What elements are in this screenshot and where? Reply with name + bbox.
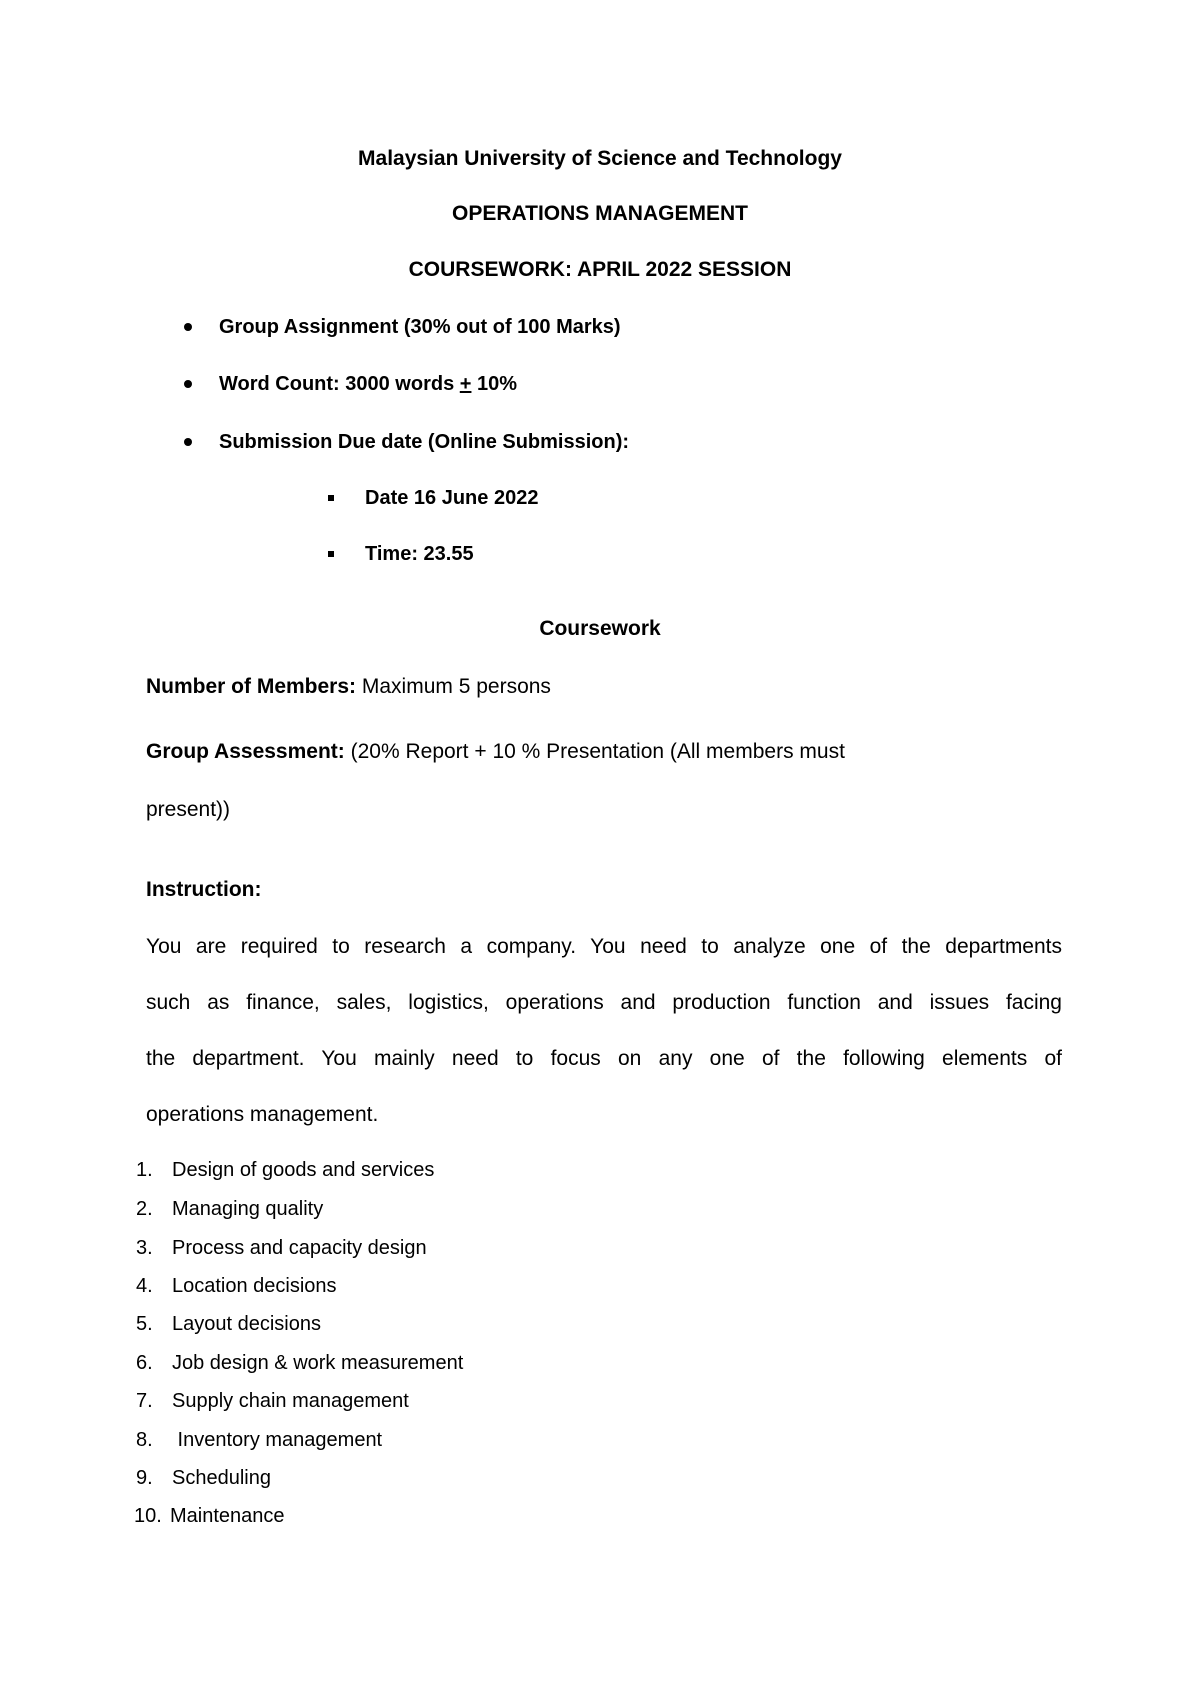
- list-text: Managing quality: [172, 1198, 324, 1220]
- list-number: 3.: [136, 1237, 153, 1259]
- list-number: 6.: [136, 1352, 153, 1374]
- list-item: [136, 1157, 434, 1183]
- list-item: [136, 1388, 409, 1414]
- list-number: 5.: [136, 1313, 153, 1335]
- assessment-value: (20% Report + 10 % Presentation (All members must: [344, 740, 845, 763]
- list-text: Layout decisions: [172, 1313, 321, 1335]
- square-bullet-icon: [328, 495, 334, 501]
- course-title: OPERATIONS MANAGEMENT: [452, 202, 748, 225]
- due-date-text: Submission Due date (Online Submission):: [219, 431, 630, 453]
- list-text: Maintenance: [170, 1505, 285, 1527]
- list-text: Location decisions: [172, 1275, 337, 1297]
- list-item: [136, 1427, 382, 1453]
- assessment-line: [146, 738, 1066, 766]
- sub-bullet-date: [328, 484, 538, 512]
- list-number: 9.: [136, 1467, 153, 1489]
- list-text: Design of goods and services: [172, 1159, 435, 1181]
- word-count-suffix: 10%: [471, 373, 518, 395]
- university-name: Malaysian University of Science and Technology: [358, 147, 842, 170]
- list-item: [136, 1311, 321, 1337]
- instruction-line-3: the department. You mainly need to focus on any one of the following elements of: [146, 1047, 1062, 1070]
- list-item: [136, 1273, 337, 1299]
- bullet-word-count: [184, 370, 517, 398]
- list-number: 10.: [134, 1505, 162, 1527]
- coursework-heading: Coursework: [539, 617, 661, 640]
- word-count-prefix: Word Count: 3000 words: [219, 373, 460, 395]
- list-text: Scheduling: [172, 1467, 271, 1489]
- instruction-line-4: operations management.: [146, 1103, 379, 1126]
- bullet-dot-icon: [184, 323, 192, 331]
- list-item: [136, 1235, 427, 1261]
- instruction-heading: Instruction:: [146, 878, 262, 901]
- list-item: [136, 1196, 323, 1222]
- session-title: COURSEWORK: APRIL 2022 SESSION: [408, 258, 792, 281]
- plus-minus-sign: +: [459, 373, 472, 395]
- bullet-due-date: [184, 428, 629, 456]
- list-text: Job design & work measurement: [172, 1352, 464, 1374]
- instruction-line-1: You are required to research a company. You need to analyze one of the departments: [146, 935, 1062, 958]
- group-assignment-text: Group Assignment (30% out of 100 Marks): [219, 316, 621, 338]
- date-text: Date 16 June 2022: [365, 487, 539, 509]
- list-number: 2.: [136, 1198, 153, 1220]
- list-text: Supply chain management: [172, 1390, 409, 1412]
- instruction-line-2: such as finance, sales, logistics, operations and production function and issues facing: [146, 991, 1062, 1014]
- bullet-group-assignment: [184, 313, 621, 341]
- bullet-dot-icon: [184, 438, 192, 446]
- list-item: [136, 1350, 463, 1376]
- list-number: 4.: [136, 1275, 153, 1297]
- members-value: Maximum 5 persons: [356, 675, 551, 698]
- list-number: 7.: [136, 1390, 153, 1412]
- sub-bullet-time: [328, 540, 474, 568]
- members-label: Number of Members:: [146, 675, 357, 698]
- list-text: Inventory management: [172, 1429, 383, 1451]
- list-item: [134, 1503, 285, 1529]
- list-number: 1.: [136, 1159, 153, 1181]
- assessment-continuation: present)): [146, 798, 231, 821]
- time-text: Time: 23.55: [365, 543, 474, 565]
- square-bullet-icon: [328, 551, 334, 557]
- list-text: Process and capacity design: [172, 1237, 427, 1259]
- list-item: [136, 1465, 271, 1491]
- members-line: [146, 673, 1066, 701]
- list-number: 8.: [136, 1429, 153, 1451]
- bullet-dot-icon: [184, 380, 192, 388]
- assessment-label: Group Assessment:: [146, 740, 345, 763]
